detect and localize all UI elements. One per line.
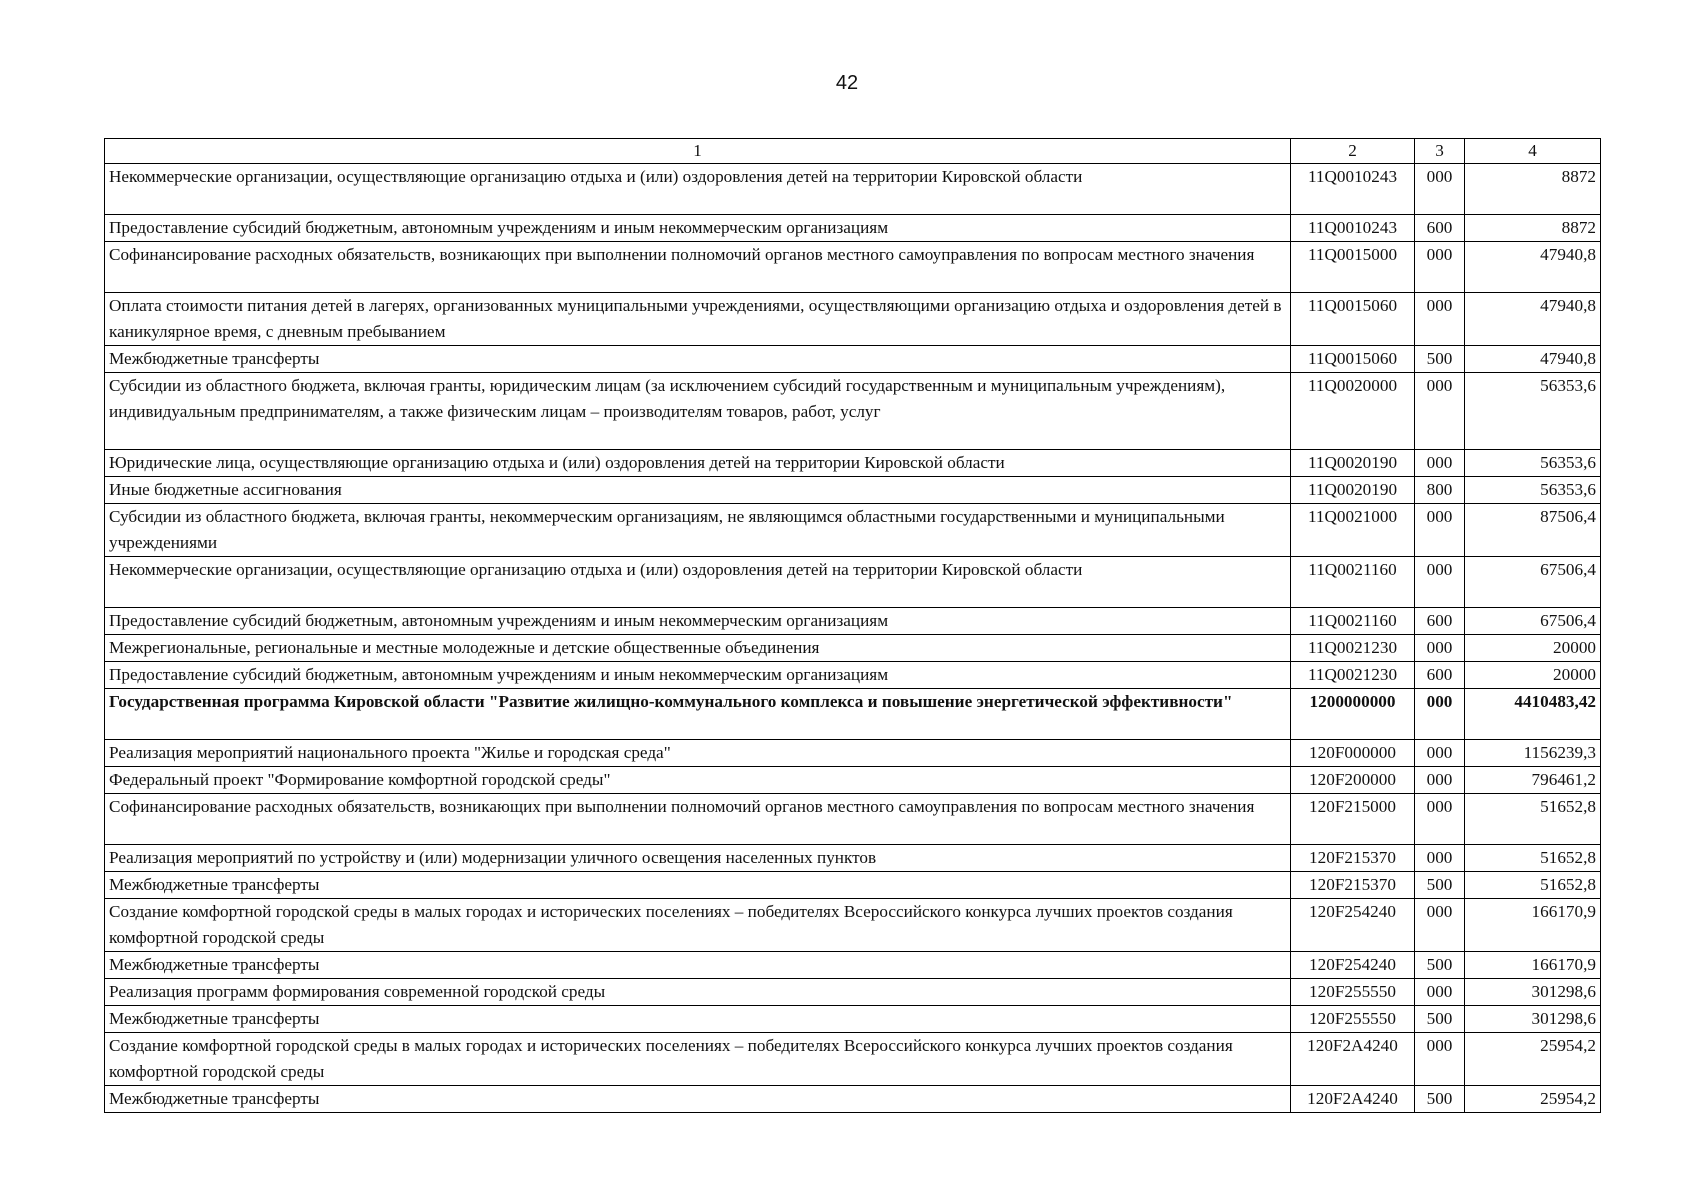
row-amount-cell: 8872 <box>1465 215 1601 242</box>
row-name-cell: Оплата стоимости питания детей в лагерях, организованных муниципальными учреждениями, осуществляющими организацию отдыха и оздоровления детей в каникулярное время, с дневным пребыванием <box>105 293 1291 346</box>
row-type-cell: 000 <box>1415 242 1465 293</box>
table-row <box>105 899 1601 952</box>
row-type-cell: 500 <box>1415 346 1465 373</box>
row-code-cell: 11Q0021230 <box>1291 635 1415 662</box>
row-code-cell: 120F215370 <box>1291 845 1415 872</box>
row-type-cell: 000 <box>1415 740 1465 767</box>
row-amount-cell: 25954,2 <box>1465 1033 1601 1086</box>
row-code-cell: 11Q0020000 <box>1291 373 1415 450</box>
table-row <box>105 1006 1601 1033</box>
table-row <box>105 557 1601 608</box>
row-type-cell: 600 <box>1415 215 1465 242</box>
row-name-cell: Реализация программ формирования современной городской среды <box>105 979 1291 1006</box>
header-col-code: 2 <box>1291 139 1415 164</box>
row-type-cell: 000 <box>1415 164 1465 215</box>
row-type-cell: 000 <box>1415 899 1465 952</box>
table-row <box>105 952 1601 979</box>
row-amount-cell: 87506,4 <box>1465 504 1601 557</box>
row-code-cell: 120F2A4240 <box>1291 1033 1415 1086</box>
row-name-cell: Софинансирование расходных обязательств, возникающих при выполнении полномочий органов местного самоуправления по вопросам местного значения <box>105 242 1291 293</box>
row-name-cell: Создание комфортной городской среды в малых городах и исторических поселениях – победителях Всероссийского конкурса лучших проектов создания комфортной городской среды <box>105 899 1291 952</box>
row-amount-cell: 47940,8 <box>1465 346 1601 373</box>
row-code-cell: 120F255550 <box>1291 1006 1415 1033</box>
row-amount-cell: 51652,8 <box>1465 794 1601 845</box>
row-code-cell: 11Q0021160 <box>1291 557 1415 608</box>
table-row <box>105 504 1601 557</box>
row-name-cell: Межбюджетные трансферты <box>105 346 1291 373</box>
row-amount-cell: 56353,6 <box>1465 373 1601 450</box>
row-code-cell: 120F000000 <box>1291 740 1415 767</box>
row-type-cell: 000 <box>1415 979 1465 1006</box>
row-name-cell: Предоставление субсидий бюджетным, автономным учреждениям и иным некоммерческим организациям <box>105 608 1291 635</box>
table-row <box>105 767 1601 794</box>
row-name-cell: Межбюджетные трансферты <box>105 952 1291 979</box>
row-type-cell: 000 <box>1415 504 1465 557</box>
table-row <box>105 689 1601 740</box>
row-amount-cell: 51652,8 <box>1465 872 1601 899</box>
table-row <box>105 608 1601 635</box>
row-code-cell: 11Q0015060 <box>1291 293 1415 346</box>
row-name-cell: Межрегиональные, региональные и местные молодежные и детские общественные объединения <box>105 635 1291 662</box>
row-type-cell: 600 <box>1415 662 1465 689</box>
row-name-cell: Некоммерческие организации, осуществляющие организацию отдыха и (или) оздоровления детей на территории Кировской области <box>105 557 1291 608</box>
table-row <box>105 979 1601 1006</box>
row-type-cell: 500 <box>1415 872 1465 899</box>
row-amount-cell: 166170,9 <box>1465 899 1601 952</box>
table-row <box>105 346 1601 373</box>
row-name-cell: Юридические лица, осуществляющие организацию отдыха и (или) оздоровления детей на территории Кировской области <box>105 450 1291 477</box>
table-row <box>105 845 1601 872</box>
row-code-cell: 120F255550 <box>1291 979 1415 1006</box>
row-code-cell: 11Q0015000 <box>1291 242 1415 293</box>
row-amount-cell: 47940,8 <box>1465 242 1601 293</box>
row-amount-cell: 8872 <box>1465 164 1601 215</box>
row-amount-cell: 1156239,3 <box>1465 740 1601 767</box>
row-code-cell: 120F215370 <box>1291 872 1415 899</box>
row-amount-cell: 47940,8 <box>1465 293 1601 346</box>
row-name-cell: Межбюджетные трансферты <box>105 872 1291 899</box>
row-amount-cell: 796461,2 <box>1465 767 1601 794</box>
row-amount-cell: 56353,6 <box>1465 477 1601 504</box>
row-name-cell: Создание комфортной городской среды в малых городах и исторических поселениях – победителях Всероссийского конкурса лучших проектов создания комфортной городской среды <box>105 1033 1291 1086</box>
table-row <box>105 242 1601 293</box>
header-col-name: 1 <box>105 139 1291 164</box>
row-code-cell: 120F2A4240 <box>1291 1086 1415 1113</box>
table-row <box>105 740 1601 767</box>
row-type-cell: 000 <box>1415 293 1465 346</box>
row-name-cell: Субсидии из областного бюджета, включая гранты, некоммерческим организациям, не являющимся областными государственными и муниципальными учреждениями <box>105 504 1291 557</box>
row-name-cell: Реализация мероприятий национального проекта "Жилье и городская среда" <box>105 740 1291 767</box>
row-name-cell: Некоммерческие организации, осуществляющие организацию отдыха и (или) оздоровления детей на территории Кировской области <box>105 164 1291 215</box>
row-type-cell: 000 <box>1415 794 1465 845</box>
row-amount-cell: 56353,6 <box>1465 450 1601 477</box>
table-body <box>105 164 1601 1113</box>
row-amount-cell: 67506,4 <box>1465 557 1601 608</box>
row-amount-cell: 20000 <box>1465 662 1601 689</box>
table-row <box>105 1086 1601 1113</box>
row-code-cell: 11Q0020190 <box>1291 450 1415 477</box>
table-row <box>105 662 1601 689</box>
budget-table <box>104 138 1601 1113</box>
table-row <box>105 794 1601 845</box>
row-amount-cell: 4410483,42 <box>1465 689 1601 740</box>
row-name-cell: Софинансирование расходных обязательств, возникающих при выполнении полномочий органов местного самоуправления по вопросам местного значения <box>105 794 1291 845</box>
row-amount-cell: 20000 <box>1465 635 1601 662</box>
table-row <box>105 635 1601 662</box>
table-row <box>105 1033 1601 1086</box>
row-type-cell: 000 <box>1415 767 1465 794</box>
table-row <box>105 477 1601 504</box>
row-type-cell: 000 <box>1415 845 1465 872</box>
row-type-cell: 000 <box>1415 689 1465 740</box>
row-amount-cell: 166170,9 <box>1465 952 1601 979</box>
table-header-row <box>105 139 1601 164</box>
row-code-cell: 11Q0021230 <box>1291 662 1415 689</box>
row-type-cell: 000 <box>1415 1033 1465 1086</box>
table-row <box>105 373 1601 450</box>
row-type-cell: 500 <box>1415 952 1465 979</box>
header-col-type: 3 <box>1415 139 1465 164</box>
row-amount-cell: 25954,2 <box>1465 1086 1601 1113</box>
table-row <box>105 215 1601 242</box>
row-type-cell: 000 <box>1415 450 1465 477</box>
row-name-cell: Государственная программа Кировской области "Развитие жилищно-коммунального комплекса и повышение энергетической эффективности" <box>105 689 1291 740</box>
row-type-cell: 600 <box>1415 608 1465 635</box>
row-amount-cell: 301298,6 <box>1465 1006 1601 1033</box>
row-amount-cell: 67506,4 <box>1465 608 1601 635</box>
row-code-cell: 11Q0020190 <box>1291 477 1415 504</box>
header-col-amount: 4 <box>1465 139 1601 164</box>
row-code-cell: 120F200000 <box>1291 767 1415 794</box>
row-code-cell: 11Q0015060 <box>1291 346 1415 373</box>
row-name-cell: Субсидии из областного бюджета, включая гранты, юридическим лицам (за исключением субсидий государственным и муниципальным учреждениям), индивидуальным предпринимателям, а также физическим лицам – производителям товаров, работ, услуг <box>105 373 1291 450</box>
page-number: 42 <box>835 72 859 94</box>
row-name-cell: Реализация мероприятий по устройству и (или) модернизации уличного освещения населенных пунктов <box>105 845 1291 872</box>
row-code-cell: 11Q0010243 <box>1291 215 1415 242</box>
row-name-cell: Федеральный проект "Формирование комфортной городской среды" <box>105 767 1291 794</box>
row-type-cell: 000 <box>1415 635 1465 662</box>
row-type-cell: 500 <box>1415 1006 1465 1033</box>
row-amount-cell: 51652,8 <box>1465 845 1601 872</box>
row-code-cell: 120F254240 <box>1291 899 1415 952</box>
row-name-cell: Межбюджетные трансферты <box>105 1086 1291 1113</box>
row-amount-cell: 301298,6 <box>1465 979 1601 1006</box>
row-code-cell: 120F254240 <box>1291 952 1415 979</box>
row-name-cell: Иные бюджетные ассигнования <box>105 477 1291 504</box>
table-row <box>105 872 1601 899</box>
row-type-cell: 500 <box>1415 1086 1465 1113</box>
row-name-cell: Предоставление субсидий бюджетным, автономным учреждениям и иным некоммерческим организациям <box>105 662 1291 689</box>
row-type-cell: 000 <box>1415 373 1465 450</box>
row-type-cell: 800 <box>1415 477 1465 504</box>
table-row <box>105 293 1601 346</box>
table-row <box>105 164 1601 215</box>
row-name-cell: Межбюджетные трансферты <box>105 1006 1291 1033</box>
row-code-cell: 11Q0010243 <box>1291 164 1415 215</box>
row-code-cell: 1200000000 <box>1291 689 1415 740</box>
row-code-cell: 120F215000 <box>1291 794 1415 845</box>
row-code-cell: 11Q0021160 <box>1291 608 1415 635</box>
row-name-cell: Предоставление субсидий бюджетным, автономным учреждениям и иным некоммерческим организациям <box>105 215 1291 242</box>
row-type-cell: 000 <box>1415 557 1465 608</box>
row-code-cell: 11Q0021000 <box>1291 504 1415 557</box>
table-row <box>105 450 1601 477</box>
